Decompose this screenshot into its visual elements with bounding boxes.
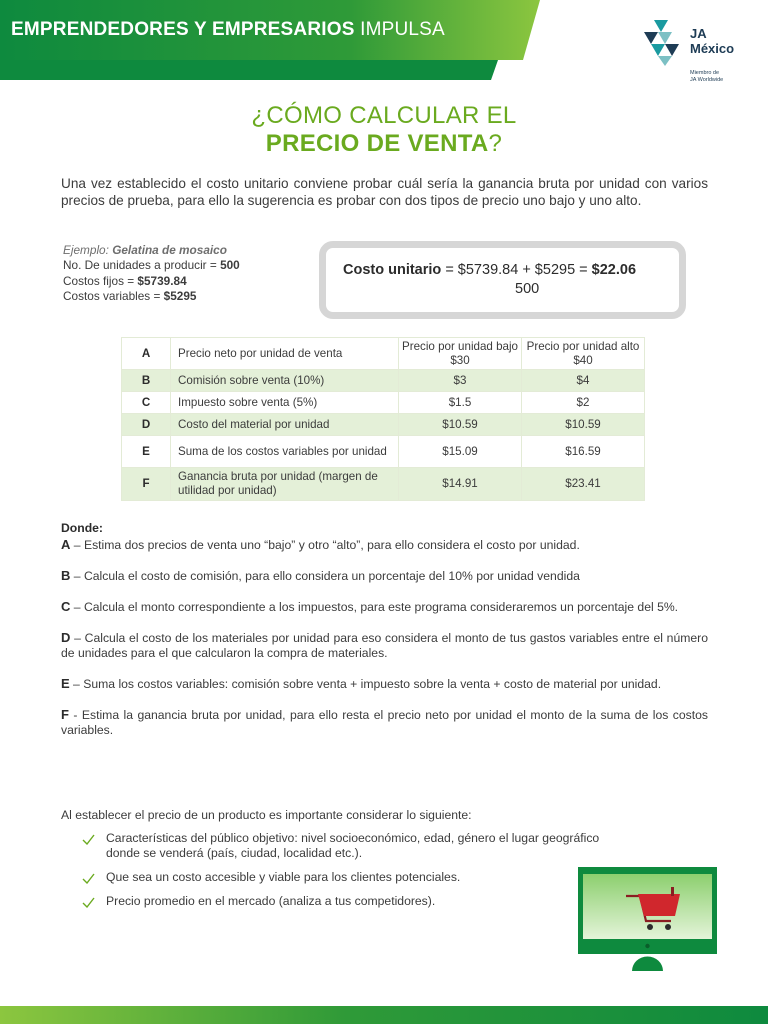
definition-text: – Suma los costos variables: comisión sobre venta + impuesto sobre la venta + costo de material por unidad.	[69, 677, 662, 691]
check-icon	[82, 897, 95, 908]
consider-checklist	[82, 831, 622, 909]
definition-text: – Estima dos precios de venta uno “bajo” y otro “alto”, para ello considera el costo por unidad.	[70, 538, 580, 552]
price-calculation-table	[121, 337, 645, 501]
table-row	[122, 392, 645, 414]
definition-item	[61, 676, 708, 692]
table-row	[122, 436, 645, 468]
logo-name-line2: México	[690, 41, 735, 56]
ja-mexico-logo-icon	[640, 18, 684, 68]
units-label: No. De unidades a producir =	[63, 258, 217, 273]
example-product: Gelatina de mosaico	[112, 243, 227, 257]
fixed-label: Costos fijos =	[63, 273, 135, 288]
table-cell-desc: Precio neto por unidad de venta	[171, 338, 399, 370]
table-cell-letter: B	[122, 370, 171, 392]
page-title-end: ?	[488, 130, 503, 157]
variable-value: $5295	[163, 289, 197, 304]
formula-denominator: 500	[515, 281, 540, 297]
unit-cost-formula-box	[319, 241, 686, 319]
table-cell-letter: D	[122, 414, 171, 436]
definition-letter: D	[61, 630, 71, 645]
definition-letter: E	[61, 676, 70, 691]
table-header-row	[122, 338, 645, 370]
formula-label: Costo unitario	[343, 262, 442, 278]
example-variable-costs	[63, 289, 240, 304]
table-cell-low: $1.5	[399, 392, 522, 414]
footer-band	[0, 1006, 768, 1024]
table-header-high-price: Precio por unidad alto $40	[522, 338, 645, 370]
logo-name	[690, 26, 734, 56]
page-title	[0, 102, 768, 158]
definition-letter: F	[61, 707, 69, 722]
example-title	[63, 243, 240, 258]
definition-text: - Estima la ganancia bruta por unidad, para ello resta el precio neto por unidad el monto de la suma de los costos variables.	[61, 708, 708, 737]
table-cell-low: $14.91	[399, 468, 522, 501]
table-cell-low: $10.59	[399, 414, 522, 436]
formula-numerator-line	[343, 262, 636, 278]
definitions-heading: Donde:	[61, 521, 103, 535]
table-cell-high: $16.59	[522, 436, 645, 468]
table-cell-high: $2	[522, 392, 645, 414]
definition-item	[61, 568, 708, 584]
definition-item	[61, 537, 708, 553]
fixed-value: $5739.84	[137, 273, 187, 288]
intro-paragraph: Una vez establecido el costo unitario conviene probar cuál sería la ganancia bruta por unidad con varios precios de prueba, para ello la sugerencia es probar con dos tipos de precio uno bajo y uno alto.	[61, 176, 708, 208]
page-title-line1: ¿CÓMO CALCULAR EL	[251, 102, 517, 129]
shopping-cart-monitor-illustration	[578, 867, 717, 977]
table-row	[122, 468, 645, 501]
definition-item	[61, 707, 708, 738]
table-cell-desc: Ganancia bruta por unidad (margen de utilidad por unidad)	[171, 468, 399, 501]
variable-label: Costos variables =	[63, 289, 161, 304]
table-header-low-price: Precio por unidad bajo $30	[399, 338, 522, 370]
definition-text: – Calcula el monto correspondiente a los impuestos, para este programa consideraremos un porcentaje del 5%.	[70, 600, 679, 614]
header-title	[11, 19, 445, 41]
check-icon	[82, 834, 95, 845]
example-units	[63, 258, 240, 273]
check-icon	[82, 873, 95, 884]
table-cell-letter: C	[122, 392, 171, 414]
table-cell-desc: Impuesto sobre venta (5%)	[171, 392, 399, 414]
table-cell-letter: F	[122, 468, 171, 501]
table-cell-letter: E	[122, 436, 171, 468]
table-cell-low: $3	[399, 370, 522, 392]
page-title-line2	[0, 130, 768, 158]
checklist-text: Características del público objetivo: nivel socioeconómico, edad, género el lugar geográfico donde se venderá (país, ciudad, localidad etc.).	[106, 831, 600, 860]
definition-letter: A	[61, 537, 71, 552]
definition-item	[61, 599, 708, 615]
formula-result: $22.06	[591, 262, 637, 278]
units-value: 500	[220, 258, 240, 273]
checklist-text: Precio promedio en el mercado (analiza a tus competidores).	[106, 894, 436, 908]
table-cell-desc: Comisión sobre venta (10%)	[171, 370, 399, 392]
consider-intro: Al establecer el precio de un producto es importante considerar lo siguiente:	[61, 808, 472, 822]
ja-mexico-logo	[640, 18, 760, 88]
table-cell-high: $23.41	[522, 468, 645, 501]
page-title-bold: PRECIO DE VENTA	[265, 130, 489, 157]
checklist-item	[82, 831, 622, 861]
definitions-section	[61, 521, 708, 738]
definition-letter: C	[61, 599, 71, 614]
table-row	[122, 414, 645, 436]
header-title-bold: EMPRENDEDORES Y EMPRESARIOS	[11, 19, 355, 40]
table-cell-desc: Costo del material por unidad	[171, 414, 399, 436]
example-block	[63, 243, 240, 305]
checklist-item	[82, 894, 622, 909]
definition-text: – Calcula el costo de comisión, para ello considera un porcentaje del 10% por unidad vendida	[70, 569, 580, 583]
definition-text: – Calcula el costo de los materiales por unidad para eso considera el monto de tus gastos variables entre el número de unidades para el que calcularon la compra de materiales.	[61, 631, 708, 660]
table-cell-low: $15.09	[399, 436, 522, 468]
checklist-text: Que sea un costo accesible y viable para los clientes potenciales.	[106, 870, 461, 884]
checklist-item	[82, 870, 622, 885]
table-row	[122, 370, 645, 392]
formula-expression: = $5739.84 + $5295 =	[445, 262, 588, 278]
definition-letter: B	[61, 568, 71, 583]
logo-name-line1: JA	[690, 26, 707, 41]
logo-subtitle: Miembro de JA Worldwide	[690, 70, 724, 83]
definition-item	[61, 630, 708, 661]
example-label: Ejemplo:	[63, 243, 109, 257]
table-cell-letter: A	[122, 338, 171, 370]
table-cell-high: $10.59	[522, 414, 645, 436]
example-fixed-costs	[63, 274, 240, 289]
table-cell-desc: Suma de los costos variables por unidad	[171, 436, 399, 468]
header-title-light: IMPULSA	[360, 19, 445, 40]
table-cell-high: $4	[522, 370, 645, 392]
